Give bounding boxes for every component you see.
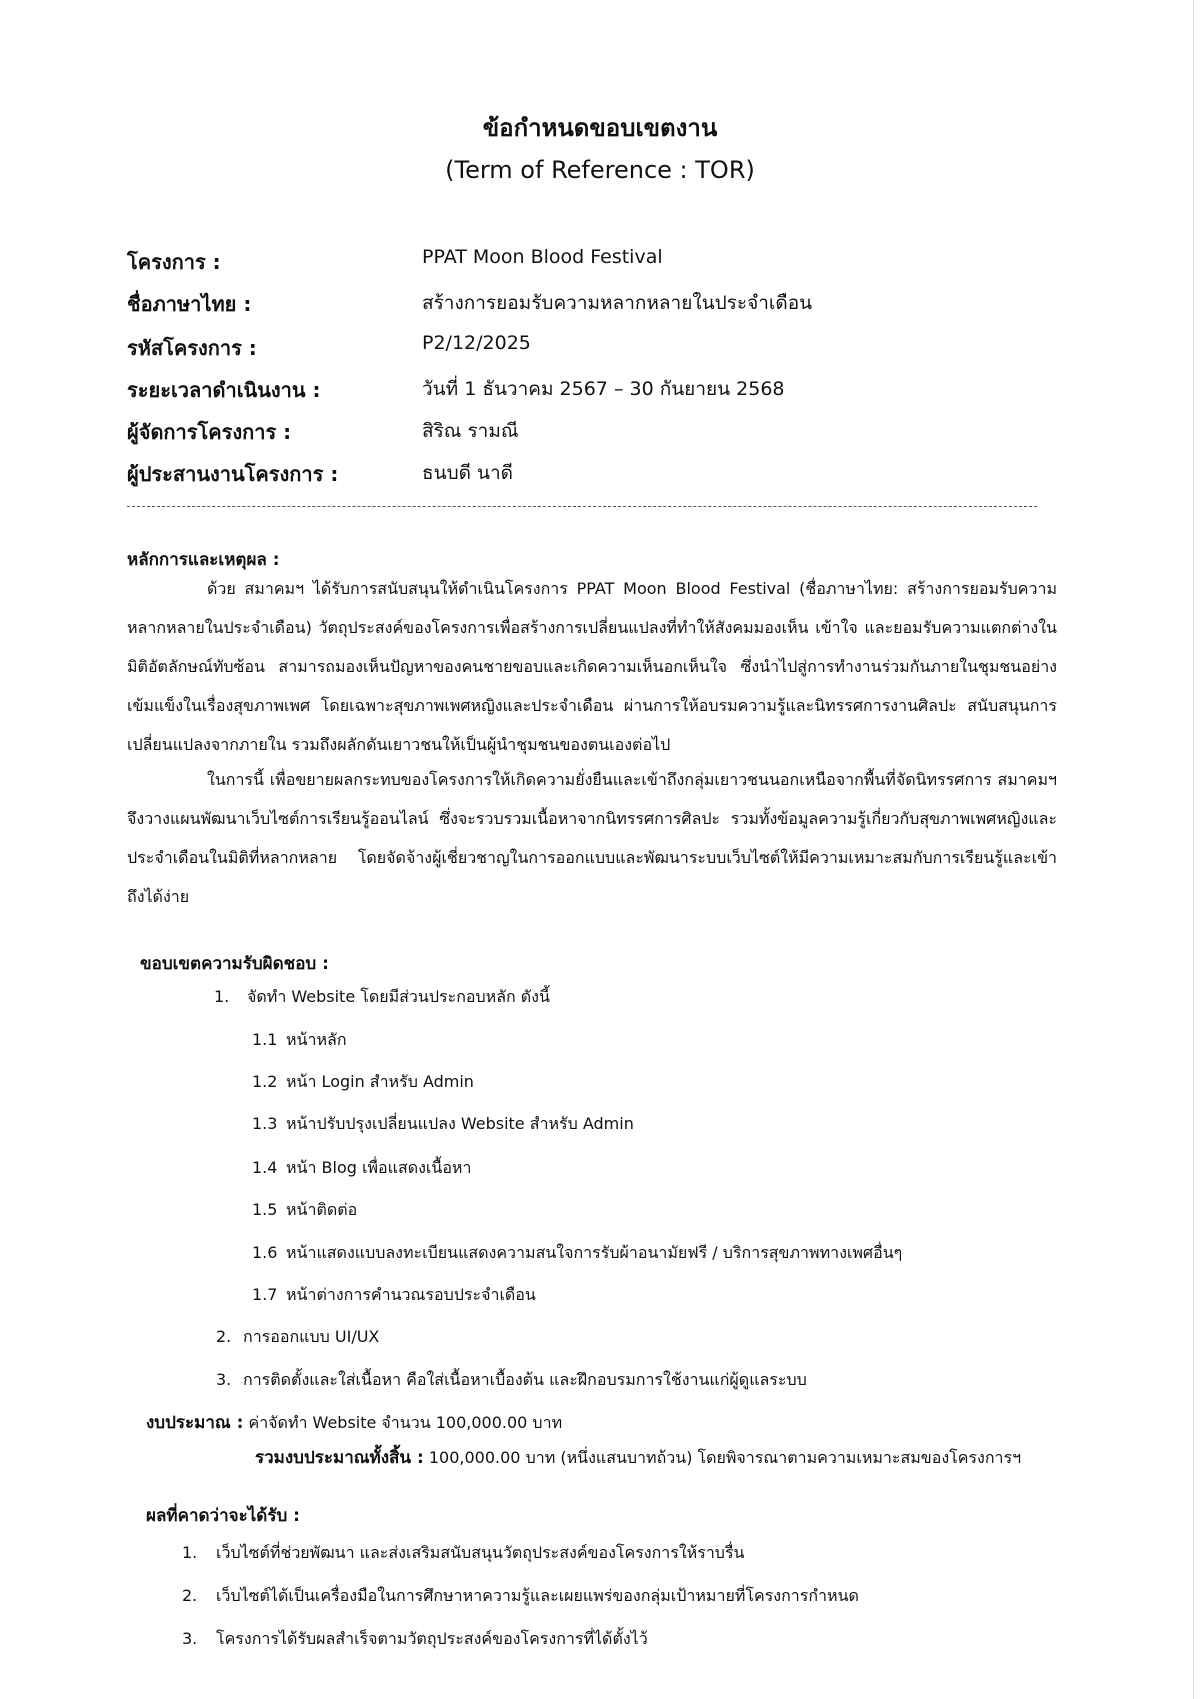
scope-subitem-text: หน้าต่างการคำนวณรอบประจำเดือน (286, 1285, 536, 1304)
scope-item-3 (216, 1368, 807, 1393)
scope-item-number: 3. (216, 1370, 232, 1389)
outcome-item (182, 1584, 859, 1609)
thai-name-label: ชื่อภาษาไทย : (127, 292, 252, 316)
scope-item-number: 1. (214, 987, 230, 1006)
duration-value: วันที่ 1 ธันวาคม 2567 – 30 กันยายน 2568 (422, 378, 785, 400)
rationale-heading: หลักการและเหตุผล : (127, 550, 280, 570)
section-divider (127, 506, 1037, 507)
scope-item-text: การติดตั้งและใส่เนื้อหา คือใส่เนื้อหาเบื้องต้น และฝึกอบรมการใช้งานแก่ผู้ดูแลระบบ (243, 1370, 807, 1389)
budget-label: งบประมาณ : (146, 1413, 244, 1433)
thai-name-value: สร้างการยอมรับความหลากหลายในประจำเดือน (422, 292, 813, 314)
project-coordinator-value: ธนบดี นาดี (422, 462, 514, 484)
scope-subitem (252, 1156, 471, 1181)
scope-subitem (252, 1028, 347, 1053)
outcome-item-number: 3. (182, 1629, 198, 1648)
project-manager-label: ผู้จัดการโครงการ : (127, 420, 292, 444)
scope-subitem-number: 1.4 (252, 1158, 278, 1177)
scope-subitem-text: หน้าแสดงแบบลงทะเบียนแสดงความสนใจการรับผ้าอนามัยฟรี / บริการสุขภาพทางเพศอื่นๆ (286, 1243, 903, 1262)
scope-subitem-text: หน้าติดต่อ (286, 1200, 358, 1219)
scope-subitem-number: 1.2 (252, 1072, 278, 1091)
outcome-item (182, 1627, 648, 1652)
project-manager-value: สิริณ รามณี (422, 420, 519, 442)
scope-subitem (252, 1283, 536, 1308)
outcome-item-text: โครงการได้รับผลสำเร็จตามวัตถุประสงค์ของโครงการที่ได้ตั้งไว้ (216, 1629, 648, 1648)
scope-subitem (252, 1198, 357, 1223)
scope-subitem-number: 1.5 (252, 1200, 278, 1219)
budget-total-text: 100,000.00 บาท (หนึ่งแสนบาทถ้วน) โดยพิจารณาตามความเหมาะสมของโครงการฯ (428, 1448, 1022, 1467)
project-code-value: P2/12/2025 (422, 332, 531, 354)
rationale-paragraph-1 (127, 569, 1057, 764)
outcomes-heading: ผลที่คาดว่าจะได้รับ : (146, 1506, 300, 1526)
outcome-item-text: เว็บไซต์ได้เป็นเครื่องมือในการศึกษาหาความรู้และเผยแพร่ของกลุ่มเป้าหมายที่โครงการกำหนด (216, 1586, 859, 1605)
rationale-paragraph-1-text: ด้วย สมาคมฯ ได้รับการสนับสนุนให้ดำเนินโครงการ PPAT Moon Blood Festival (ชื่อภาษาไทย: สร้างการยอมรับความหลากหลายในประจำเดือน) วัตถุประสงค์ของโครงการเพื่อสร้างการเปลี่ยนแปลงที่ทำให้สังคมมองเห็น เข้าใจ และยอมรับความแตกต่างในมิติอัตลักษณ์ทับซ้อน สามารถมองเห็นปัญหาของคนชายขอบและเกิดความเห็นอกเห็นใจ ซึ่งนำไปสู่การทำงานร่วมกันภายในชุมชนอย่างเข้มแข็งในเรื่องสุขภาพเพศ โดยเฉพาะสุขภาพเพศหญิงและประจำเดือน ผ่านการให้อบรมความรู้และนิทรรศการงานศิลปะ สนับสนุนการเปลี่ยนแปลงจากภายใน รวมถึงผลักดันเยาวชนให้เป็นผู้นำชุมชนของตนเองต่อไป (127, 579, 1057, 754)
scope-item-text: จัดทำ Website โดยมีส่วนประกอบหลัก ดังนี้ (247, 987, 550, 1006)
outcome-item-text: เว็บไซต์ที่ช่วยพัฒนา และส่งเสริมสนับสนุนวัตถุประสงค์ของโครงการให้ราบรื่น (216, 1543, 745, 1562)
scope-subitem-text: หน้าหลัก (286, 1030, 347, 1049)
budget-line (146, 1409, 562, 1436)
budget-total-label: รวมงบประมาณทั้งสิ้น : (255, 1448, 424, 1468)
project-coordinator-label: ผู้ประสานงานโครงการ : (127, 462, 339, 486)
document-title-thai: ข้อกำหนดขอบเขตงาน (482, 114, 718, 142)
scope-subitem (252, 1241, 902, 1266)
scope-item-1 (214, 985, 550, 1010)
scope-subitem-text: หน้า Blog เพื่อแสดงเนื้อหา (286, 1158, 472, 1177)
rationale-paragraph-2-text: ในการนี้ เพื่อขยายผลกระทบของโครงการให้เกิดความยั่งยืนและเข้าถึงกลุ่มเยาวชนนอกเหนือจากพื้นที่จัดนิทรรศการ สมาคมฯ จึงวางแผนพัฒนาเว็บไซต์การเรียนรู้ออนไลน์ ซึ่งจะรวบรวมเนื้อหาจากนิทรรศการศิลปะ รวมทั้งข้อมูลความรู้เกี่ยวกับสุขภาพเพศหญิงและประจำเดือนในมิติที่หลากหลาย โดยจัดจ้างผู้เชี่ยวชาญในการออกแบบและพัฒนาระบบเว็บไซต์ให้มีความเหมาะสมกับการเรียนรู้และเข้าถึงได้ง่าย (127, 770, 1057, 906)
scope-subitem-text: หน้าปรับปรุงเปลี่ยนแปลง Website สำหรับ Admin (286, 1114, 634, 1133)
scope-subitem-number: 1.1 (252, 1030, 278, 1049)
duration-label: ระยะเวลาดำเนินงาน : (127, 378, 321, 402)
scope-subitem-number: 1.7 (252, 1285, 278, 1304)
budget-total-line (255, 1444, 1021, 1471)
outcome-item-number: 1. (182, 1543, 198, 1562)
outcome-item (182, 1541, 744, 1566)
scope-heading: ขอบเขตความรับผิดชอบ : (140, 954, 329, 974)
scope-subitem-number: 1.3 (252, 1114, 278, 1133)
scope-subitem (252, 1070, 474, 1095)
document-title-english: (Term of Reference : TOR) (445, 156, 755, 184)
project-code-label: รหัสโครงการ : (127, 336, 257, 360)
scope-item-2 (216, 1325, 379, 1350)
rationale-paragraph-2 (127, 760, 1057, 916)
scope-subitem-text: หน้า Login สำหรับ Admin (286, 1072, 474, 1091)
outcome-item-number: 2. (182, 1586, 198, 1605)
project-name-value: PPAT Moon Blood Festival (422, 246, 663, 268)
scope-subitem (252, 1112, 634, 1137)
scope-item-number: 2. (216, 1327, 232, 1346)
scope-item-text: การออกแบบ UI/UX (243, 1327, 380, 1346)
scope-subitem-number: 1.6 (252, 1243, 278, 1262)
project-name-label: โครงการ : (127, 250, 221, 274)
budget-detail: ค่าจัดทำ Website จำนวน 100,000.00 บาท (248, 1413, 563, 1432)
scan-edge-line (1193, 0, 1194, 1699)
